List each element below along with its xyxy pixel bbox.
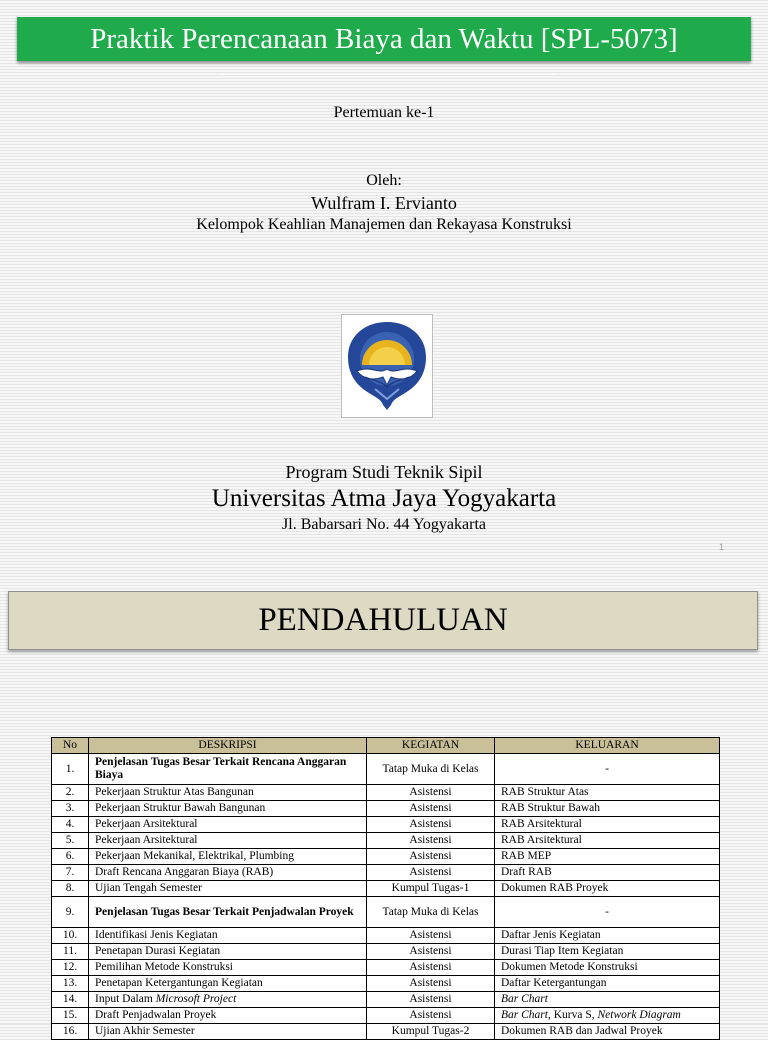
row-output: Daftar Ketergantungan — [495, 976, 720, 992]
table-row — [52, 1024, 720, 1040]
row-description: Identifikasi Jenis Kegiatan — [89, 928, 367, 944]
row-description: Draft Penjadwalan Proyek — [89, 1008, 367, 1024]
row-output: Draft RAB — [495, 865, 720, 881]
by-label: Oleh: — [366, 172, 402, 189]
row-output: Daftar Jenis Kegiatan — [495, 928, 720, 944]
table-row — [52, 865, 720, 881]
table-row — [52, 960, 720, 976]
title-divider — [220, 74, 555, 75]
row-output: Bar Chart — [495, 992, 720, 1008]
row-output: - — [495, 897, 720, 928]
row-number: 10. — [52, 928, 89, 944]
row-number: 13. — [52, 976, 89, 992]
row-description: Pekerjaan Arsitektural — [89, 817, 367, 833]
row-description-text: Input Dalam — [95, 993, 156, 1005]
row-output: Dokumen Metode Konstruksi — [495, 960, 720, 976]
row-description: Ujian Tengah Semester — [89, 881, 367, 897]
study-program: Program Studi Teknik Sipil — [285, 462, 483, 482]
table-row — [52, 817, 720, 833]
row-activity: Asistensi — [367, 928, 495, 944]
row-output-bar-chart: Bar Chart — [501, 1009, 548, 1021]
row-output — [495, 1008, 720, 1024]
table-row — [52, 754, 720, 785]
table-row — [52, 944, 720, 960]
row-number: 6. — [52, 849, 89, 865]
row-activity: Asistensi — [367, 833, 495, 849]
row-output: RAB Struktur Bawah — [495, 801, 720, 817]
table-row — [52, 897, 720, 928]
expertise-group: Kelompok Keahlian Manajemen dan Rekayasa Konstruksi — [196, 216, 572, 233]
row-number: 9. — [52, 897, 89, 928]
header-activity: KEGIATAN — [367, 738, 495, 754]
row-number: 2. — [52, 785, 89, 801]
meeting-label: Pertemuan ke-1 — [333, 104, 435, 121]
slide-number: 1 — [718, 542, 724, 552]
row-description: Penetapan Ketergantungan Kegiatan — [89, 976, 367, 992]
row-number: 5. — [52, 833, 89, 849]
row-output-kurva: , Kurva S, — [547, 1009, 598, 1021]
row-activity: Asistensi — [367, 992, 495, 1008]
table-row — [52, 928, 720, 944]
table-row — [52, 976, 720, 992]
row-number: 14. — [52, 992, 89, 1008]
row-description: Pekerjaan Struktur Atas Bangunan — [89, 785, 367, 801]
row-output: RAB Struktur Atas — [495, 785, 720, 801]
row-activity: Asistensi — [367, 849, 495, 865]
row-description: Pekerjaan Mekanikal, Elektrikal, Plumbing — [89, 849, 367, 865]
row-activity: Asistensi — [367, 944, 495, 960]
row-number: 11. — [52, 944, 89, 960]
table-row — [52, 1008, 720, 1024]
author-name: Wulfram I. Ervianto — [311, 193, 457, 213]
row-number: 1. — [52, 754, 89, 785]
row-description: Pemilihan Metode Konstruksi — [89, 960, 367, 976]
row-description: Pekerjaan Struktur Bawah Bangunan — [89, 801, 367, 817]
row-description: Penjelasan Tugas Besar Terkait Penjadwalan Proyek — [89, 897, 367, 928]
row-description — [89, 992, 367, 1008]
row-description: Pekerjaan Arsitektural — [89, 833, 367, 849]
table-row — [52, 849, 720, 865]
table-row — [52, 992, 720, 1008]
row-activity: Asistensi — [367, 817, 495, 833]
header-description: DESKRIPSI — [89, 738, 367, 754]
row-output: - — [495, 754, 720, 785]
university-name: Universitas Atma Jaya Yogyakarta — [211, 485, 557, 512]
row-number: 15. — [52, 1008, 89, 1024]
row-number: 7. — [52, 865, 89, 881]
row-activity: Asistensi — [367, 785, 495, 801]
row-output: RAB MEP — [495, 849, 720, 865]
course-title: Praktik Perencanaan Biaya dan Waktu [SPL-5073] — [17, 17, 751, 61]
row-activity: Kumpul Tugas-1 — [367, 881, 495, 897]
university-logo — [341, 314, 433, 418]
row-activity: Tatap Muka di Kelas — [367, 754, 495, 785]
row-number: 16. — [52, 1024, 89, 1040]
table-row — [52, 833, 720, 849]
row-description: Penjelasan Tugas Besar Terkait Rencana Anggaran Biaya — [89, 754, 367, 785]
row-description: Penetapan Durasi Kegiatan — [89, 944, 367, 960]
row-activity: Asistensi — [367, 1008, 495, 1024]
header-output: KELUARAN — [495, 738, 720, 754]
row-activity: Asistensi — [367, 865, 495, 881]
row-activity: Asistensi — [367, 801, 495, 817]
row-activity: Tatap Muka di Kelas — [367, 897, 495, 928]
university-crest-icon — [345, 319, 429, 413]
table-row — [52, 801, 720, 817]
row-output: Dokumen RAB dan Jadwal Proyek — [495, 1024, 720, 1040]
row-output: RAB Arsitektural — [495, 833, 720, 849]
row-output: Dokumen RAB Proyek — [495, 881, 720, 897]
row-output-network: Network Diagram — [597, 1009, 681, 1021]
intro-slide — [0, 580, 768, 1037]
row-description: Draft Rencana Anggaran Biaya (RAB) — [89, 865, 367, 881]
row-output: RAB Arsitektural — [495, 817, 720, 833]
row-number: 4. — [52, 817, 89, 833]
university-address: Jl. Babarsari No. 44 Yogyakarta — [282, 516, 486, 533]
row-description: Ujian Akhir Semester — [89, 1024, 367, 1040]
table-row — [52, 785, 720, 801]
row-activity: Asistensi — [367, 976, 495, 992]
schedule-table — [51, 737, 720, 1040]
row-activity: Kumpul Tugas-2 — [367, 1024, 495, 1040]
table-row — [52, 881, 720, 897]
row-number: 12. — [52, 960, 89, 976]
header-no: No — [52, 738, 89, 754]
row-number: 3. — [52, 801, 89, 817]
row-number: 8. — [52, 881, 89, 897]
row-activity: Asistensi — [367, 960, 495, 976]
section-heading: PENDAHULUAN — [8, 591, 758, 650]
row-description-software: Microsoft Project — [155, 993, 237, 1005]
row-output: Durasi Tiap Item Kegiatan — [495, 944, 720, 960]
table-header-row — [52, 738, 720, 754]
